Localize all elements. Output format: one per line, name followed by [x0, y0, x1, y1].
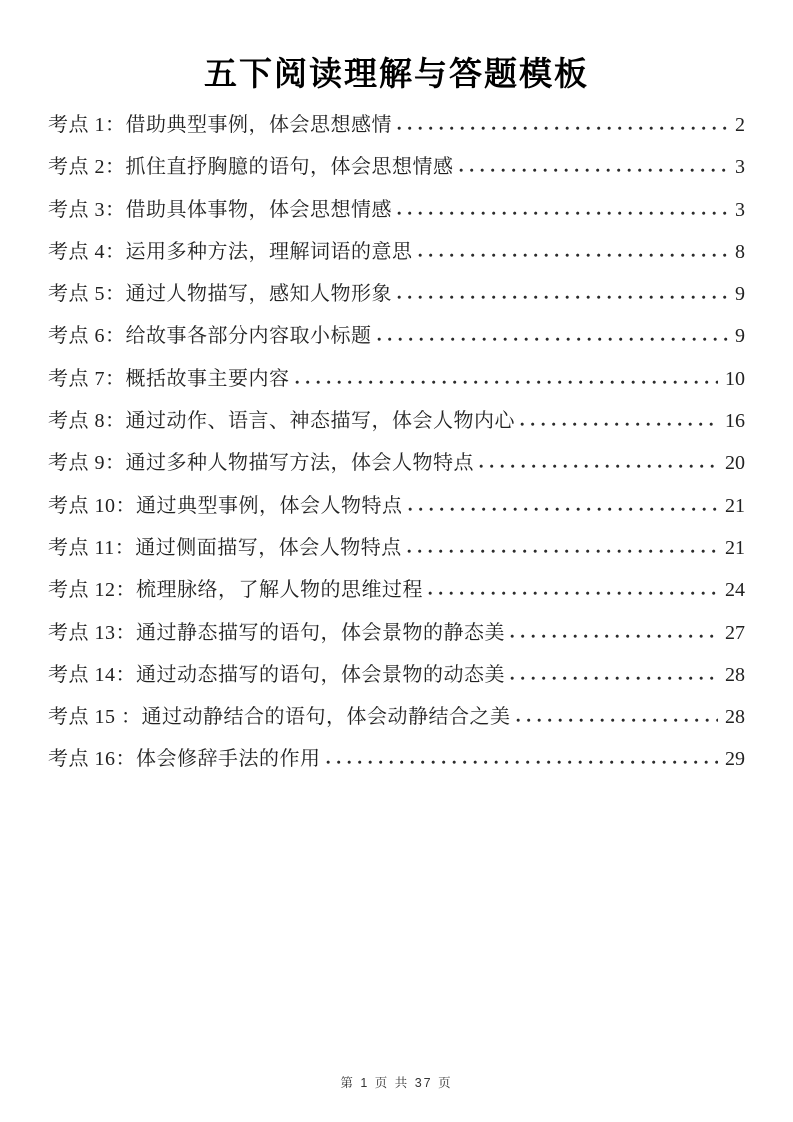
toc-entry	[48, 358, 745, 400]
toc-entry	[48, 654, 745, 696]
toc-entry-label: 考点 5：通过人物描写，感知人物形象	[48, 283, 392, 306]
toc-entry-page: 21	[725, 494, 745, 517]
toc-dot-leader	[510, 676, 718, 681]
toc-entry-page: 3	[735, 156, 745, 179]
toc-entry	[48, 442, 745, 484]
toc-entry	[48, 189, 745, 231]
toc-entry	[48, 104, 745, 146]
toc-entry-page: 28	[725, 706, 745, 729]
document-title: 五下阅读理解与答题模板	[204, 57, 589, 93]
toc-entry	[48, 696, 745, 738]
toc-entry	[48, 738, 745, 780]
toc-entry-label: 考点 14：通过动态描写的语句，体会景物的动态美	[48, 663, 505, 686]
page-number-label: 第 1 页 共 37 页	[340, 1076, 453, 1090]
toc-dot-leader	[428, 591, 718, 596]
toc-entry	[48, 527, 745, 569]
toc-entry-label: 考点 3：借助具体事物，体会思想情感	[48, 198, 392, 221]
toc-dot-leader	[377, 337, 729, 342]
toc-dot-leader	[479, 464, 718, 469]
toc-dot-leader	[295, 380, 719, 385]
toc-entry-page: 20	[725, 452, 745, 475]
toc-entry	[48, 569, 745, 611]
toc-dot-leader	[418, 253, 729, 258]
toc-dot-leader	[397, 126, 728, 131]
toc-dot-leader	[459, 168, 729, 173]
toc-entry-page: 28	[725, 663, 745, 686]
toc-entry-page: 29	[725, 748, 745, 771]
toc-dot-leader	[510, 634, 718, 639]
toc-entry-label: 考点 1：借助典型事例，体会思想感情	[48, 114, 392, 136]
toc-entry-label: 考点 6：给故事各部分内容取小标题	[48, 325, 372, 348]
toc-entry	[48, 315, 745, 357]
toc-entry-label: 考点 12：梳理脉络，了解人物的思维过程	[48, 579, 423, 602]
toc-entry-label: 考点 7：概括故事主要内容	[48, 367, 290, 390]
toc-entry-page: 24	[725, 579, 745, 602]
toc-dot-leader	[397, 211, 728, 216]
toc-entry-label: 考点 13：通过静态描写的语句，体会景物的静态美	[48, 621, 505, 644]
toc-entry-page: 9	[735, 283, 745, 306]
table-of-contents	[48, 104, 745, 781]
toc-entry-page: 2	[735, 114, 745, 136]
toc-dot-leader	[516, 718, 719, 723]
toc-dot-leader	[326, 760, 719, 765]
toc-entry-page: 21	[725, 536, 745, 559]
toc-entry-label: 考点 9：通过多种人物描写方法，体会人物特点	[48, 452, 474, 475]
toc-entry-page: 3	[735, 198, 745, 221]
toc-entry-page: 27	[725, 621, 745, 644]
page-footer	[0, 1073, 793, 1092]
toc-entry	[48, 231, 745, 273]
toc-entry	[48, 400, 745, 442]
toc-entry-page: 16	[725, 410, 745, 433]
toc-entry-label: 考点 4：运用多种方法，理解词语的意思	[48, 240, 413, 263]
toc-entry-page: 8	[735, 240, 745, 263]
toc-entry-label: 考点 2：抓住直抒胸臆的语句，体会思想情感	[48, 156, 454, 179]
toc-entry	[48, 146, 745, 188]
toc-entry-page: 10	[725, 367, 745, 390]
toc-entry-page: 9	[735, 325, 745, 348]
toc-entry	[48, 485, 745, 527]
toc-entry-label: 考点 11：通过侧面描写，体会人物特点	[48, 536, 402, 559]
toc-dot-leader	[397, 295, 728, 300]
toc-dot-leader	[520, 422, 718, 427]
toc-dot-leader	[407, 549, 718, 554]
toc-dot-leader	[408, 507, 719, 512]
toc-entry	[48, 273, 745, 315]
toc-entry-label: 考点 15 ：通过动静结合的语句，体会动静结合之美	[48, 706, 511, 729]
toc-entry-label: 考点 16：体会修辞手法的作用	[48, 748, 321, 771]
toc-entry	[48, 612, 745, 654]
toc-entry-label: 考点 8：通过动作、语言、神态描写，体会人物内心	[48, 410, 515, 433]
toc-entry-label: 考点 10：通过典型事例，体会人物特点	[48, 494, 403, 517]
